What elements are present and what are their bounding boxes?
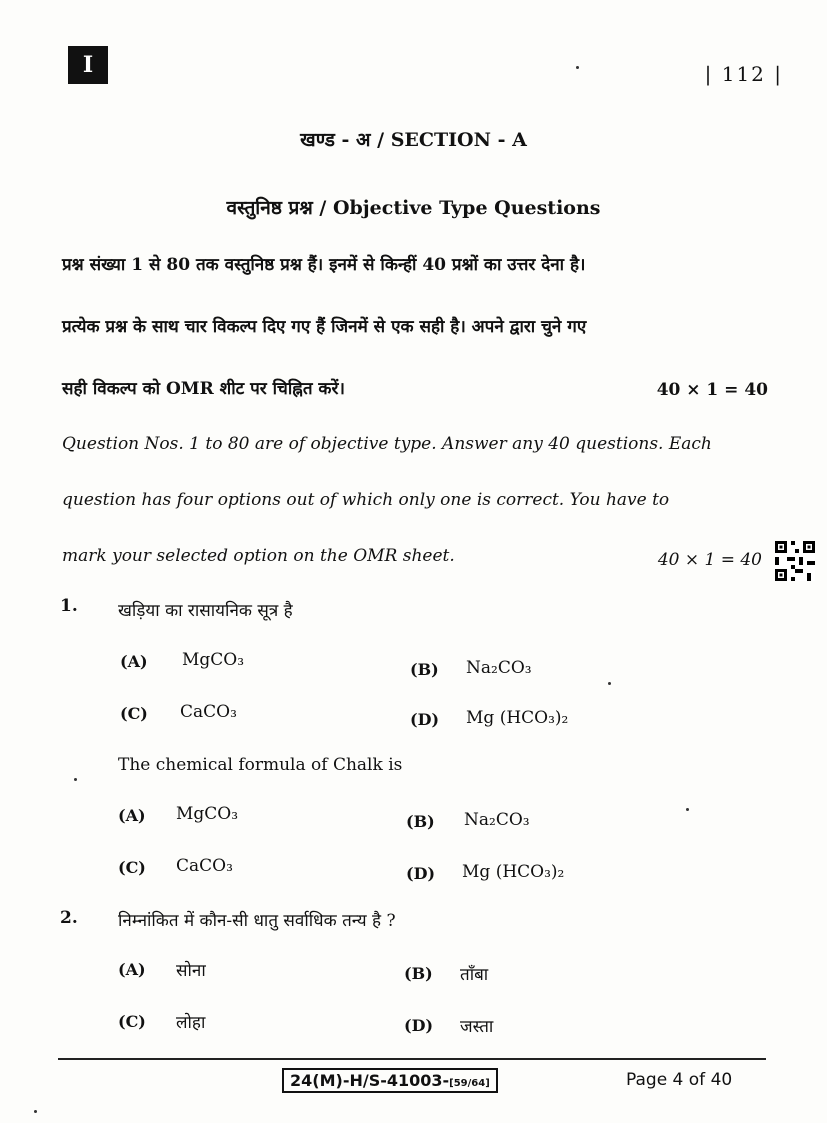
q1-en-option-d-label: (D)	[406, 864, 436, 883]
q2-option-d-label: (D)	[404, 1016, 434, 1035]
q2-option-d-text: जस्ता	[460, 1017, 494, 1037]
q1-en-option-c-text: CaCO₃	[176, 856, 233, 876]
instructions-hindi-line2: प्रत्येक प्रश्न के साथ चार विकल्प दिए गए हैं जिनमें से एक सही है। अपने द्वारा चुने गए	[62, 317, 587, 337]
question-2-number: 2.	[60, 908, 78, 928]
instructions-english-marks: 40 × 1 = 40	[657, 550, 762, 570]
instructions-hindi-line3: सही विकल्प को OMR शीट पर चिह्नित करें।	[62, 379, 345, 399]
q1-hi-option-c-text: CaCO₃	[180, 702, 237, 722]
q2-option-c-label: (C)	[118, 1012, 146, 1031]
scan-speck	[608, 682, 611, 685]
instructions-english	[62, 434, 768, 584]
question-1-text-hindi: खड़िया का रासायनिक सूत्र है	[118, 601, 293, 621]
instructions-hindi-marks: 40 × 1 = 40	[656, 380, 768, 400]
q1-en-option-d-text: Mg (HCO₃)₂	[462, 862, 565, 882]
q1-en-option-a-text: MgCO₃	[176, 804, 239, 824]
q1-hi-option-b-text: Na₂CO₃	[466, 658, 532, 678]
q2-option-a-text: सोना	[176, 961, 206, 981]
q2-option-b-label: (B)	[404, 964, 433, 983]
q1-hi-option-a-label: (A)	[120, 652, 148, 671]
scan-speck	[686, 808, 689, 811]
q1-en-option-a-label: (A)	[118, 806, 146, 825]
q1-hi-option-c-label: (C)	[120, 704, 148, 723]
q1-hi-option-a-text: MgCO₃	[182, 650, 245, 670]
scan-speck	[34, 1110, 37, 1113]
q1-en-option-c-label: (C)	[118, 858, 146, 877]
q1-hi-option-b-label: (B)	[410, 660, 439, 679]
q2-option-a-label: (A)	[118, 960, 146, 979]
footer-page-number: Page 4 of 40	[626, 1070, 733, 1090]
footer-divider	[58, 1058, 766, 1060]
instructions-english-line1: Question Nos. 1 to 80 are of objective type. Answer any 40 questions. Each	[62, 434, 712, 454]
section-subtitle: वस्तुनिष्ठ प्रश्न / Objective Type Questions	[226, 197, 601, 219]
badge-text: I	[82, 52, 94, 78]
q1-hi-option-d-label: (D)	[410, 710, 440, 729]
paper-set-badge	[68, 46, 108, 84]
instructions-english-line3: mark your selected option on the OMR sheet.	[62, 546, 455, 566]
question-1-number: 1.	[60, 596, 78, 616]
page-marker: | 112 |	[704, 62, 783, 86]
q2-option-b-text: ताँबा	[460, 965, 489, 985]
paper-code-suffix: [59/64]	[449, 1078, 490, 1089]
q1-en-option-b-text: Na₂CO₃	[464, 810, 530, 830]
section-title: खण्ड - अ / SECTION - A	[300, 129, 527, 151]
scan-speck	[74, 778, 77, 781]
instructions-english-line2: question has four options out of which only one is correct. You have to	[62, 490, 670, 510]
scan-speck	[576, 66, 579, 69]
paper-code	[282, 1068, 498, 1093]
q2-option-c-text: लोहा	[176, 1013, 206, 1033]
qr-code-icon	[775, 541, 815, 581]
instructions-hindi	[62, 252, 768, 402]
question-1-text-english: The chemical formula of Chalk is	[118, 755, 403, 775]
q1-en-option-b-label: (B)	[406, 812, 435, 831]
q1-hi-option-d-text: Mg (HCO₃)₂	[466, 708, 569, 728]
question-2-text-hindi: निम्नांकित में कौन-सी धातु सर्वाधिक तन्य है ?	[118, 911, 396, 931]
instructions-hindi-line1: प्रश्न संख्या 1 से 80 तक वस्तुनिष्ठ प्रश्न हैं। इनमें से किन्हीं 40 प्रश्नों का उत्तर देना है।	[62, 255, 586, 275]
paper-code-main: 24(M)-H/S-41003-	[290, 1071, 450, 1090]
